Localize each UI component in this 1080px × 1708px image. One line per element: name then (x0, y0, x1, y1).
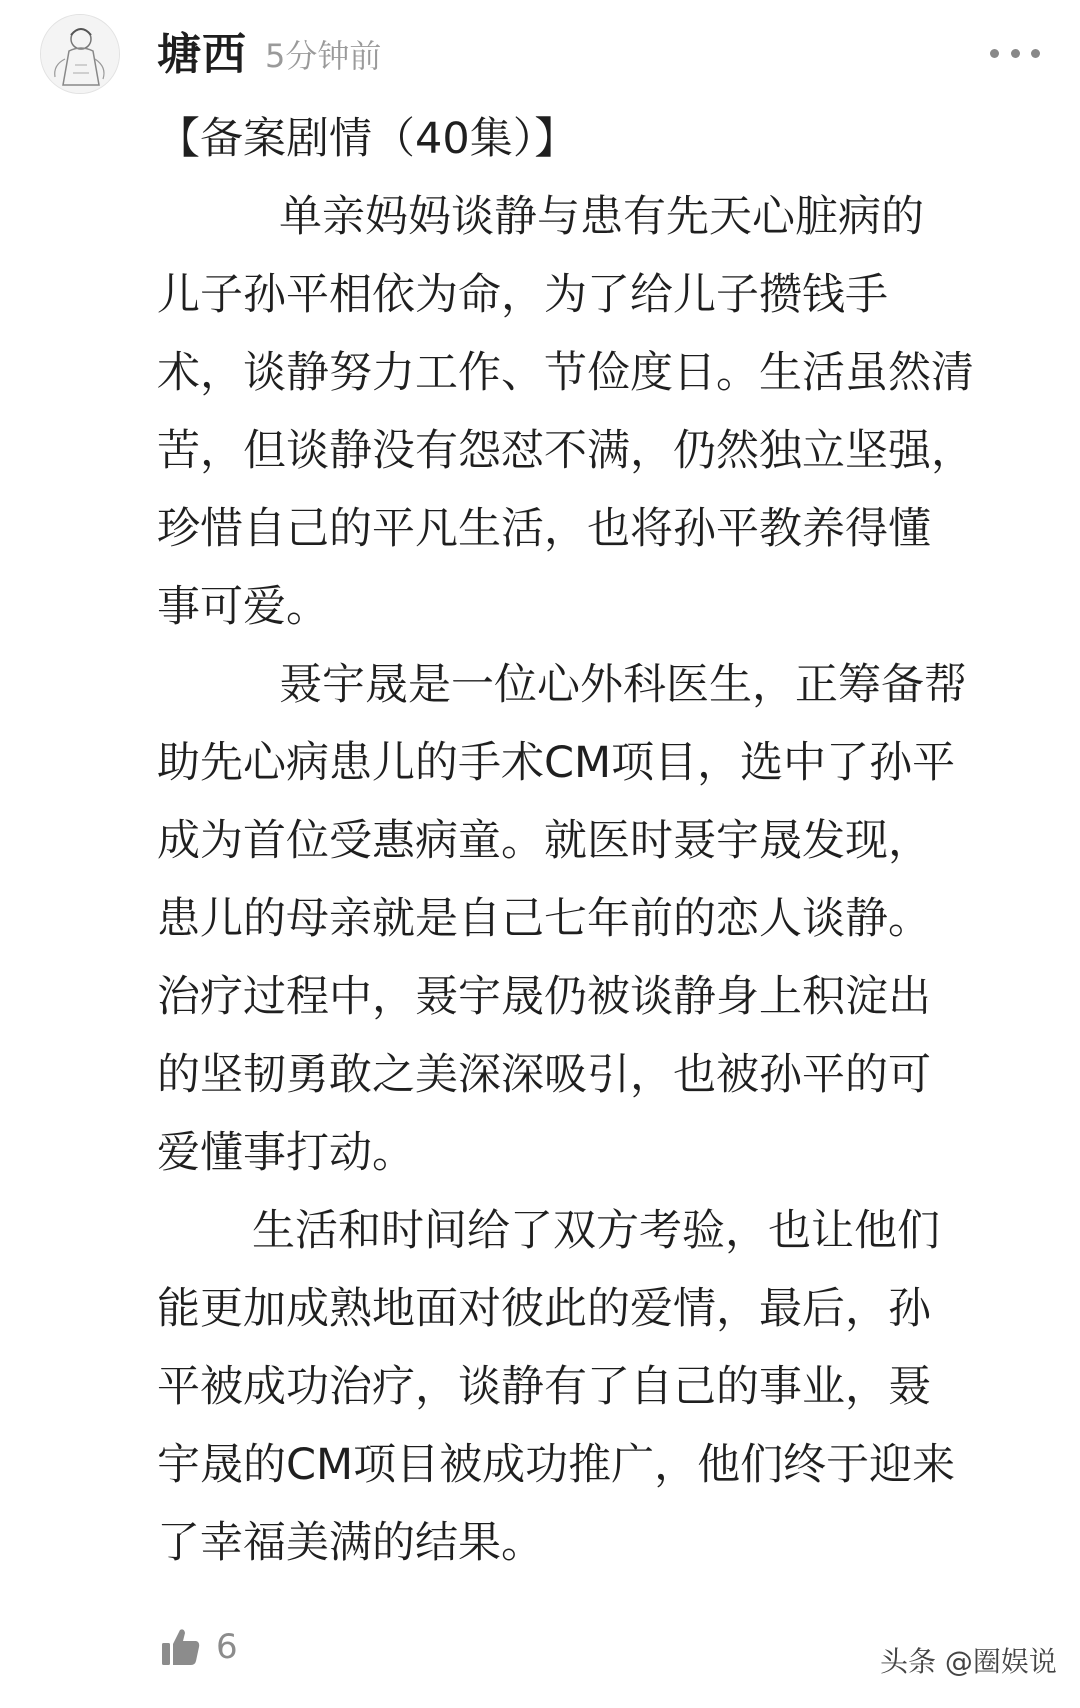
comment-line: 【备案剧情（40集）】 (157, 114, 578, 164)
comment-line: 治疗过程中，聂宇晟仍被谈静身上积淀出 (157, 972, 931, 1022)
comment-line: 助先心病患儿的手术CM项目，选中了孙平 (157, 738, 956, 788)
comment-line: 成为首位受惠病童。就医时聂宇晟发现， (157, 816, 931, 866)
comment-line: 患儿的母亲就是自己七年前的恋人谈静。 (157, 894, 931, 944)
more-options-button[interactable] (990, 38, 1040, 68)
comment-line: 生活和时间给了双方考验，也让他们 (252, 1206, 940, 1256)
comment-line: 儿子孙平相依为命，为了给儿子攒钱手 (157, 270, 888, 320)
comment-line: 珍惜自己的平凡生活，也将孙平教养得懂 (157, 504, 931, 554)
like-count: 6 (216, 1627, 238, 1667)
thumbs-up-icon (160, 1626, 202, 1668)
comment-line: 了幸福美满的结果。 (157, 1518, 544, 1568)
more-dots-icon (1031, 49, 1040, 58)
comment-line: 能更加成熟地面对彼此的爱情，最后，孙 (157, 1284, 931, 1334)
more-dots-icon (990, 49, 999, 58)
comment-body (157, 100, 1037, 1582)
username[interactable]: 塘西 (157, 29, 247, 80)
comment-line: 宇晟的CM项目被成功推广，他们终于迎来 (157, 1440, 956, 1490)
avatar[interactable] (40, 14, 120, 94)
avatar-illustration-icon (41, 15, 119, 93)
comment-line: 的坚韧勇敢之美深深吸引，也被孙平的可 (157, 1050, 931, 1100)
comment-line: 聂宇晟是一位心外科医生，正筹备帮 (279, 660, 967, 710)
comment-timestamp: 5分钟前 (265, 37, 382, 75)
watermark: 头条 @圈娱说 (880, 1645, 1057, 1678)
comment-line: 苦，但谈静没有怨怼不满，仍然独立坚强， (157, 426, 974, 476)
like-button[interactable] (160, 1622, 238, 1672)
comment-line: 爱懂事打动。 (157, 1128, 415, 1178)
comment-line: 平被成功治疗，谈静有了自己的事业，聂 (157, 1362, 931, 1412)
comment-line: 术，谈静努力工作、节俭度日。生活虽然清 (157, 348, 974, 398)
comment-line: 事可爱。 (157, 582, 329, 632)
comment-line: 单亲妈妈谈静与患有先天心脏病的 (279, 192, 924, 242)
more-dots-icon (1011, 49, 1020, 58)
